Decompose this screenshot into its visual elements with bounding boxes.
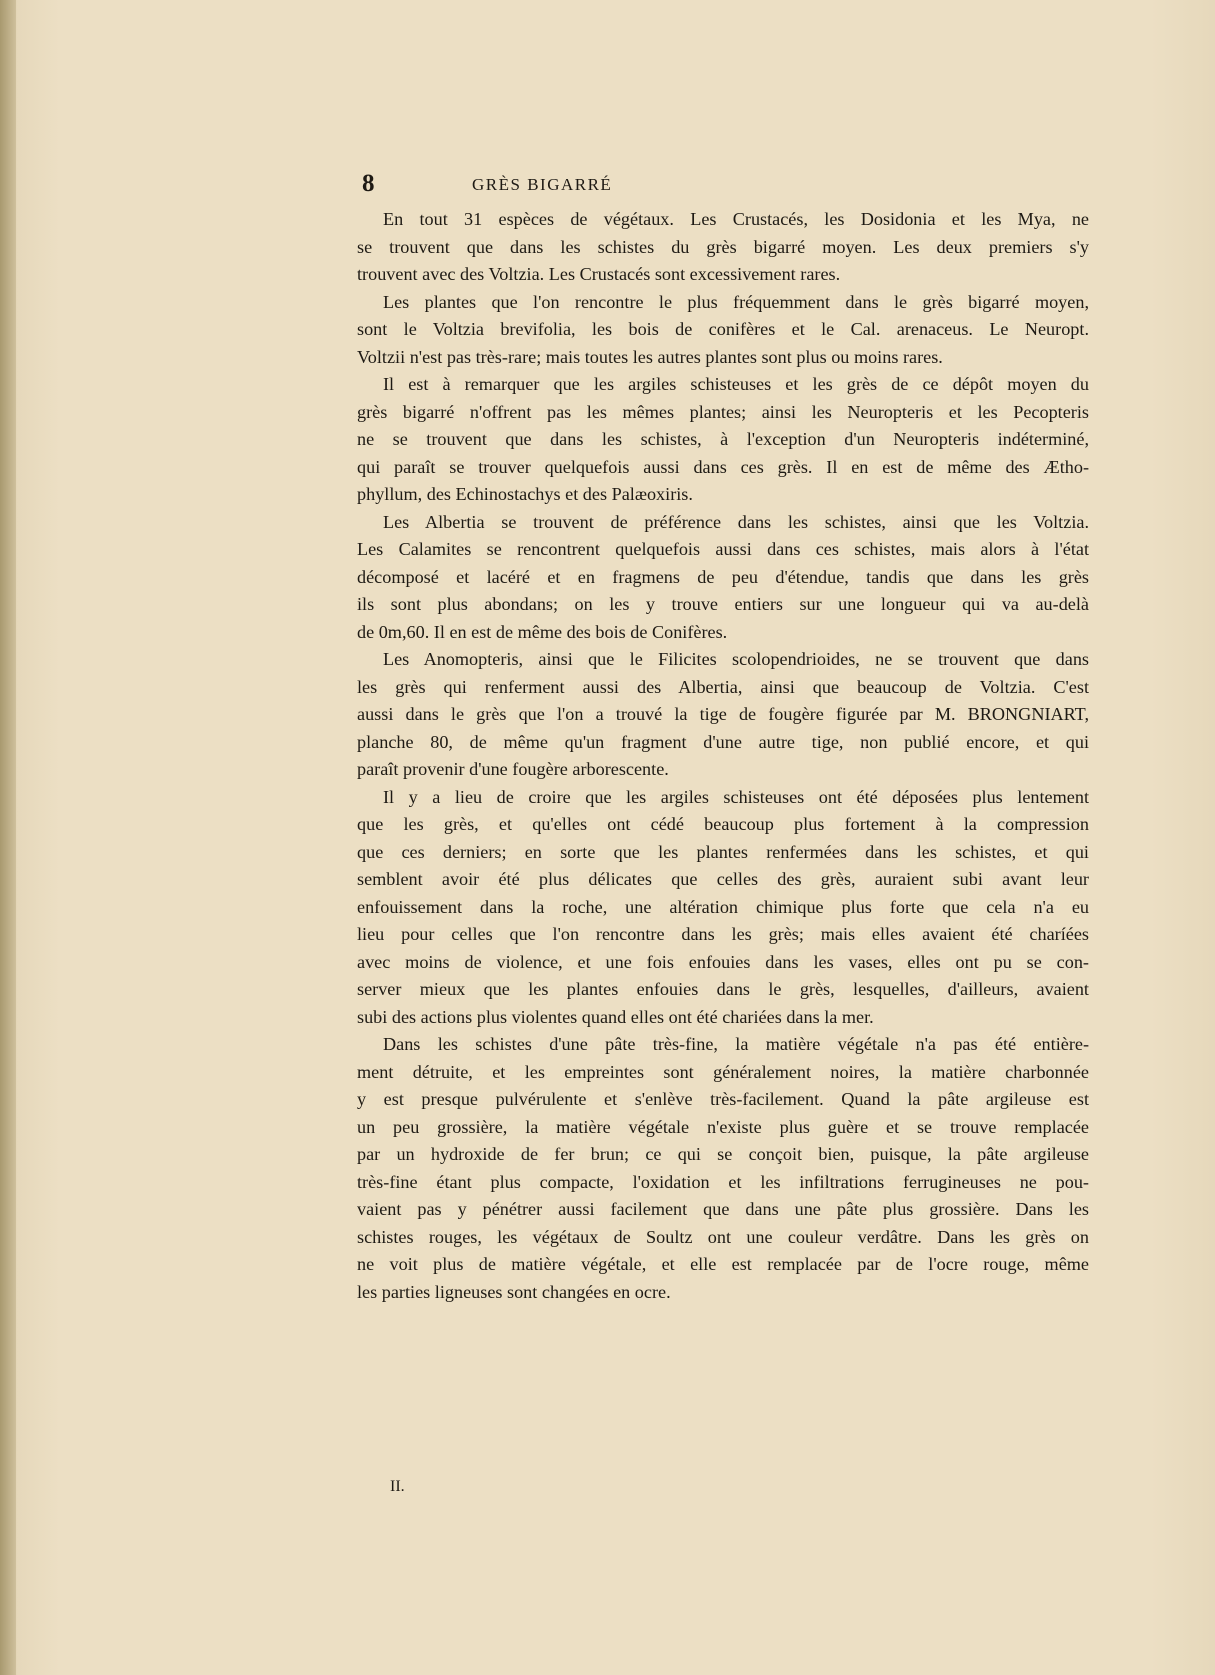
text-line: que ces derniers; en sorte que les plantes renfermées dans les schistes, et qui: [357, 841, 1089, 862]
text-line: avec moins de violence, et une fois enfouies dans les vases, elles ont pu se con-: [357, 951, 1089, 972]
text-line: semblent avoir été plus délicates que celles des grès, auraient subi avant leur: [357, 869, 1089, 889]
text-line: lieu pour celles que l'on rencontre dans les grès; mais elles avaient été charíées: [357, 924, 1089, 944]
text-line: phyllum, des Echinostachys et des Palæoxiris.: [357, 484, 693, 504]
text-line: ne se trouvent que dans les schistes, à l'exception d'un Neuropteris indéterminé,: [357, 429, 1089, 449]
text-line: Il est à remarquer que les argiles schisteuses et les grès de ce dépôt moyen du: [383, 374, 1089, 394]
text-line: que les grès, et qu'elles ont cédé beaucoup plus fortement à la compression: [357, 814, 1089, 834]
text-line: les grès qui renferment aussi des Albertia, ainsi que beaucoup de Voltzia. C'est: [357, 676, 1089, 697]
text-line: ment détruite, et les empreintes sont généralement noires, la matière charbonnée: [357, 1061, 1089, 1082]
text-line: schistes rouges, les végétaux de Soultz ont une couleur verdâtre. Dans les grès on: [357, 1226, 1089, 1247]
text-line: aussi dans le grès que l'on a trouvé la tige de fougère figurée par M. BRONGNIART,: [357, 704, 1089, 724]
text-line: grès bigarré n'offrent pas les mêmes plantes; ainsi les Neuropteris et les Pecopteris: [357, 401, 1089, 422]
paragraph: [357, 289, 1089, 372]
text-line: un peu grossière, la matière végétale n'existe plus guère et se trouve remplacée: [357, 1116, 1089, 1137]
text-line: Dans les schistes d'une pâte très-fine, la matière végétale n'a pas été entière-: [383, 1034, 1089, 1054]
paragraph: [357, 206, 1089, 289]
text-line: par un hydroxide de fer brun; ce qui se conçoit bien, puisque, la pâte argileuse: [357, 1144, 1089, 1164]
text-line: enfouissement dans la roche, une altération chimique plus forte que cela n'a eu: [357, 896, 1089, 917]
page-number: 8: [362, 170, 375, 197]
text-line: qui paraît se trouver quelquefois aussi dans ces grès. Il en est de même des Ætho-: [357, 456, 1089, 477]
text-line: server mieux que les plantes enfouies dans le grès, lesquelles, d'ailleurs, avaient: [357, 979, 1089, 999]
text-line: trouvent avec des Voltzia. Les Crustacés sont excessivement rares.: [357, 264, 841, 284]
text-line: planche 80, de même qu'un fragment d'une autre tige, non publié encore, et qui: [357, 731, 1089, 752]
text-line: les parties ligneuses sont changées en ocre.: [357, 1281, 671, 1302]
text-line: ne voit plus de matière végétale, et elle est remplacée par de l'ocre rouge, même: [357, 1254, 1089, 1274]
text-line: vaient pas y pénétrer aussi facilement que dans une pâte plus grossière. Dans les: [357, 1199, 1089, 1219]
running-head: GRÈS BIGARRÉ: [472, 175, 613, 194]
paragraph: [357, 509, 1089, 647]
text-line: Les Anomopteris, ainsi que le Filicites scolopendrioides, ne se trouvent que dans: [383, 649, 1089, 669]
text-line: sont le Voltzia brevifolia, les bois de conifères et le Cal. arenaceus. Le Neuropt.: [357, 319, 1089, 339]
text-line: très-fine étant plus compacte, l'oxidation et les infiltrations ferrugineuses ne pou-: [357, 1171, 1089, 1192]
text-line: En tout 31 espèces de végétaux. Les Crustacés, les Dosidonia et les Mya, ne: [383, 209, 1089, 229]
signature-mark: II.: [390, 1478, 405, 1495]
text-line: Il y a lieu de croire que les argiles schisteuses ont été déposées plus lentement: [383, 786, 1089, 807]
text-line: Les plantes que l'on rencontre le plus fréquemment dans le grès bigarré moyen,: [383, 291, 1089, 312]
text-line: Les Calamites se rencontrent quelquefois aussi dans ces schistes, mais alors à l'état: [357, 539, 1089, 559]
page-header: [362, 170, 822, 196]
text-line: se trouvent que dans les schistes du grès bigarré moyen. Les deux premiers s'y: [357, 236, 1089, 257]
book-spine-edge: [0, 0, 16, 1675]
body-text: [357, 206, 1089, 1306]
text-line: ils sont plus abondans; on les y trouve entiers sur une longueur qui va au-delà: [357, 594, 1089, 614]
text-line: paraît provenir d'une fougère arborescente.: [357, 759, 669, 779]
paragraph: [357, 646, 1089, 784]
paragraph: [357, 784, 1089, 1032]
text-line: de 0m,60. Il en est de même des bois de Conifères.: [357, 621, 728, 642]
text-line: Voltzii n'est pas très-rare; mais toutes les autres plantes sont plus ou moins rares.: [357, 346, 943, 367]
text-line: subi des actions plus violentes quand elles ont été chariées dans la mer.: [357, 1006, 874, 1027]
text-line: y est presque pulvérulente et s'enlève très-facilement. Quand la pâte argileuse est: [357, 1089, 1089, 1109]
text-line: décomposé et lacéré et en fragmens de peu d'étendue, tandis que dans les grès: [357, 566, 1089, 587]
paragraph: [357, 371, 1089, 509]
paragraph: [357, 1031, 1089, 1306]
text-line: Les Albertia se trouvent de préférence dans les schistes, ainsi que les Voltzia.: [383, 511, 1089, 532]
